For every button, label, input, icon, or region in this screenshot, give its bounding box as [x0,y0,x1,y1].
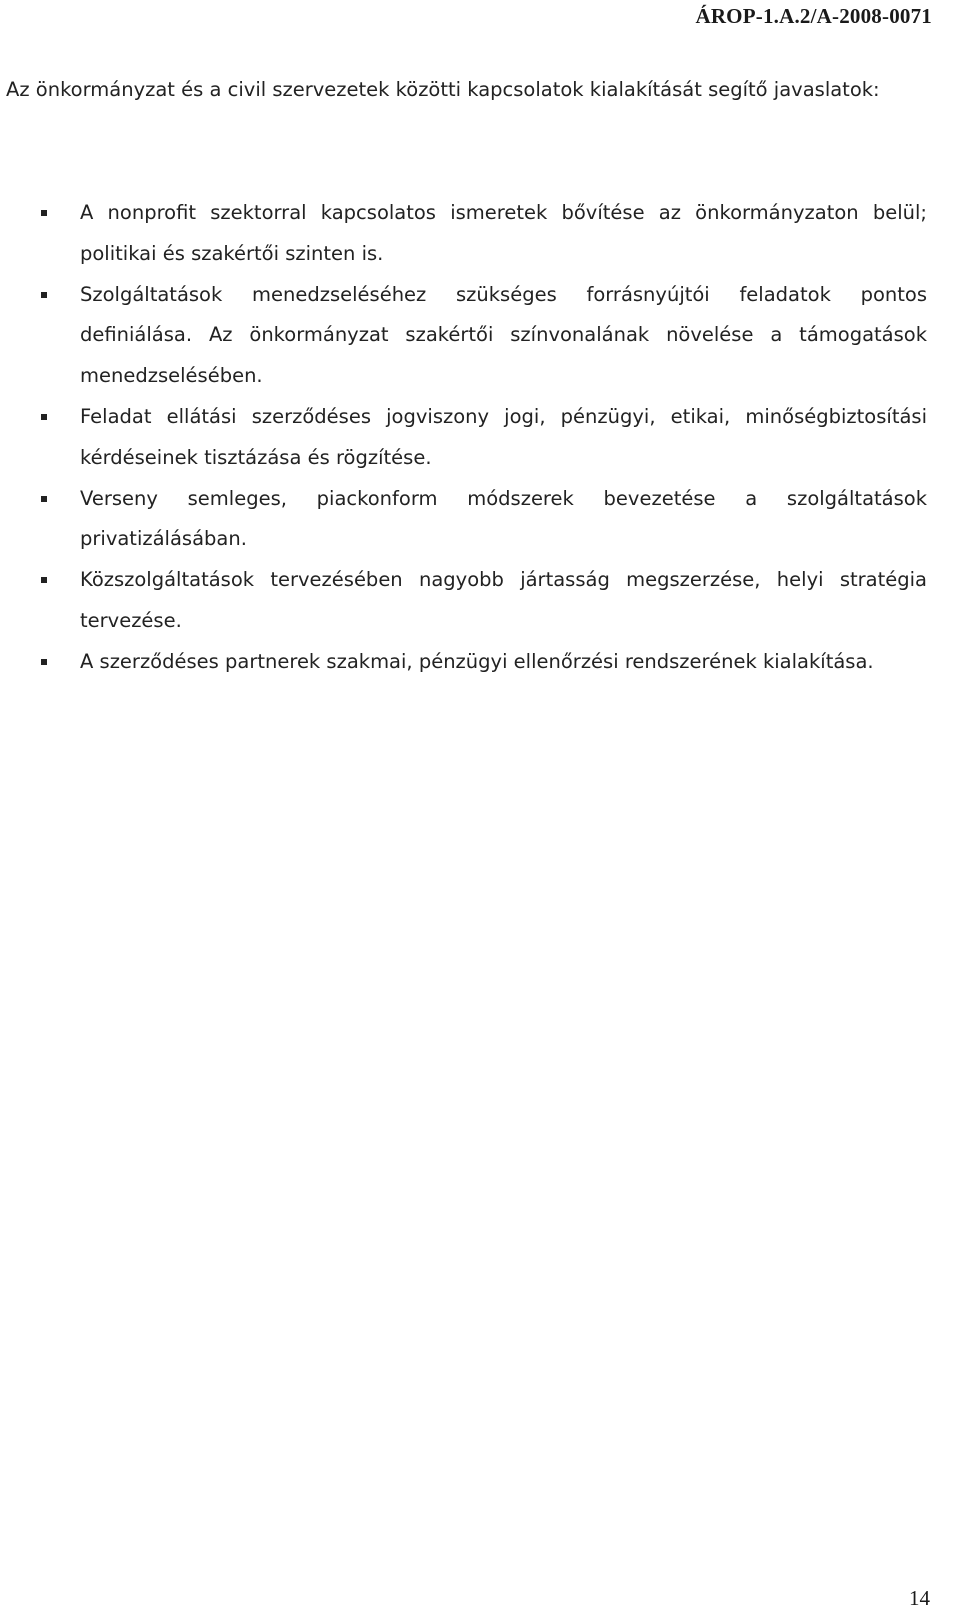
recommendation-list [0,193,960,683]
list-item-text: Feladat ellátási szerződéses jogviszony jogi, pénzügyi, etikai, minőségbiztosítási kérdéseinek tisztázása és rögzítése. [80,404,927,469]
square-bullet-icon [41,496,47,502]
intro-paragraph: Az önkormányzat és a civil szervezetek közötti kapcsolatok kialakítását segítő javaslatok: [6,78,880,101]
list-item [0,275,927,397]
list-item-text: A szerződéses partnerek szakmai, pénzügyi ellenőrzési rendszerének kialakítása. [80,649,874,673]
list-item-text: Szolgáltatások menedzseléséhez szükséges forrásnyújtói feladatok pontos definiálása. Az önkormányzat szakértői színvonalának növelése a támogatások menedzselésében. [80,282,927,388]
page-header-code: ÁROP-1.A.2/A-2008-0071 [695,4,932,28]
square-bullet-icon [41,414,47,420]
square-bullet-icon [41,210,47,216]
list-item [0,479,927,561]
list-item [0,397,927,479]
page-number: 14 [909,1586,930,1610]
list-item [0,642,927,683]
list-item-text: Verseny semleges, piackonform módszerek bevezetése a szolgáltatások privatizálásában. [80,486,927,551]
square-bullet-icon [41,659,47,665]
square-bullet-icon [41,292,47,298]
list-item [0,193,927,275]
list-item-text: Közszolgáltatások tervezésében nagyobb jártasság megszerzése, helyi stratégia tervezése. [80,568,927,632]
list-item [0,560,927,642]
list-item-text: A nonprofit szektorral kapcsolatos ismeretek bővítése az önkormányzaton belül; politikai és szakértői szinten is. [80,201,927,265]
square-bullet-icon [41,577,47,583]
